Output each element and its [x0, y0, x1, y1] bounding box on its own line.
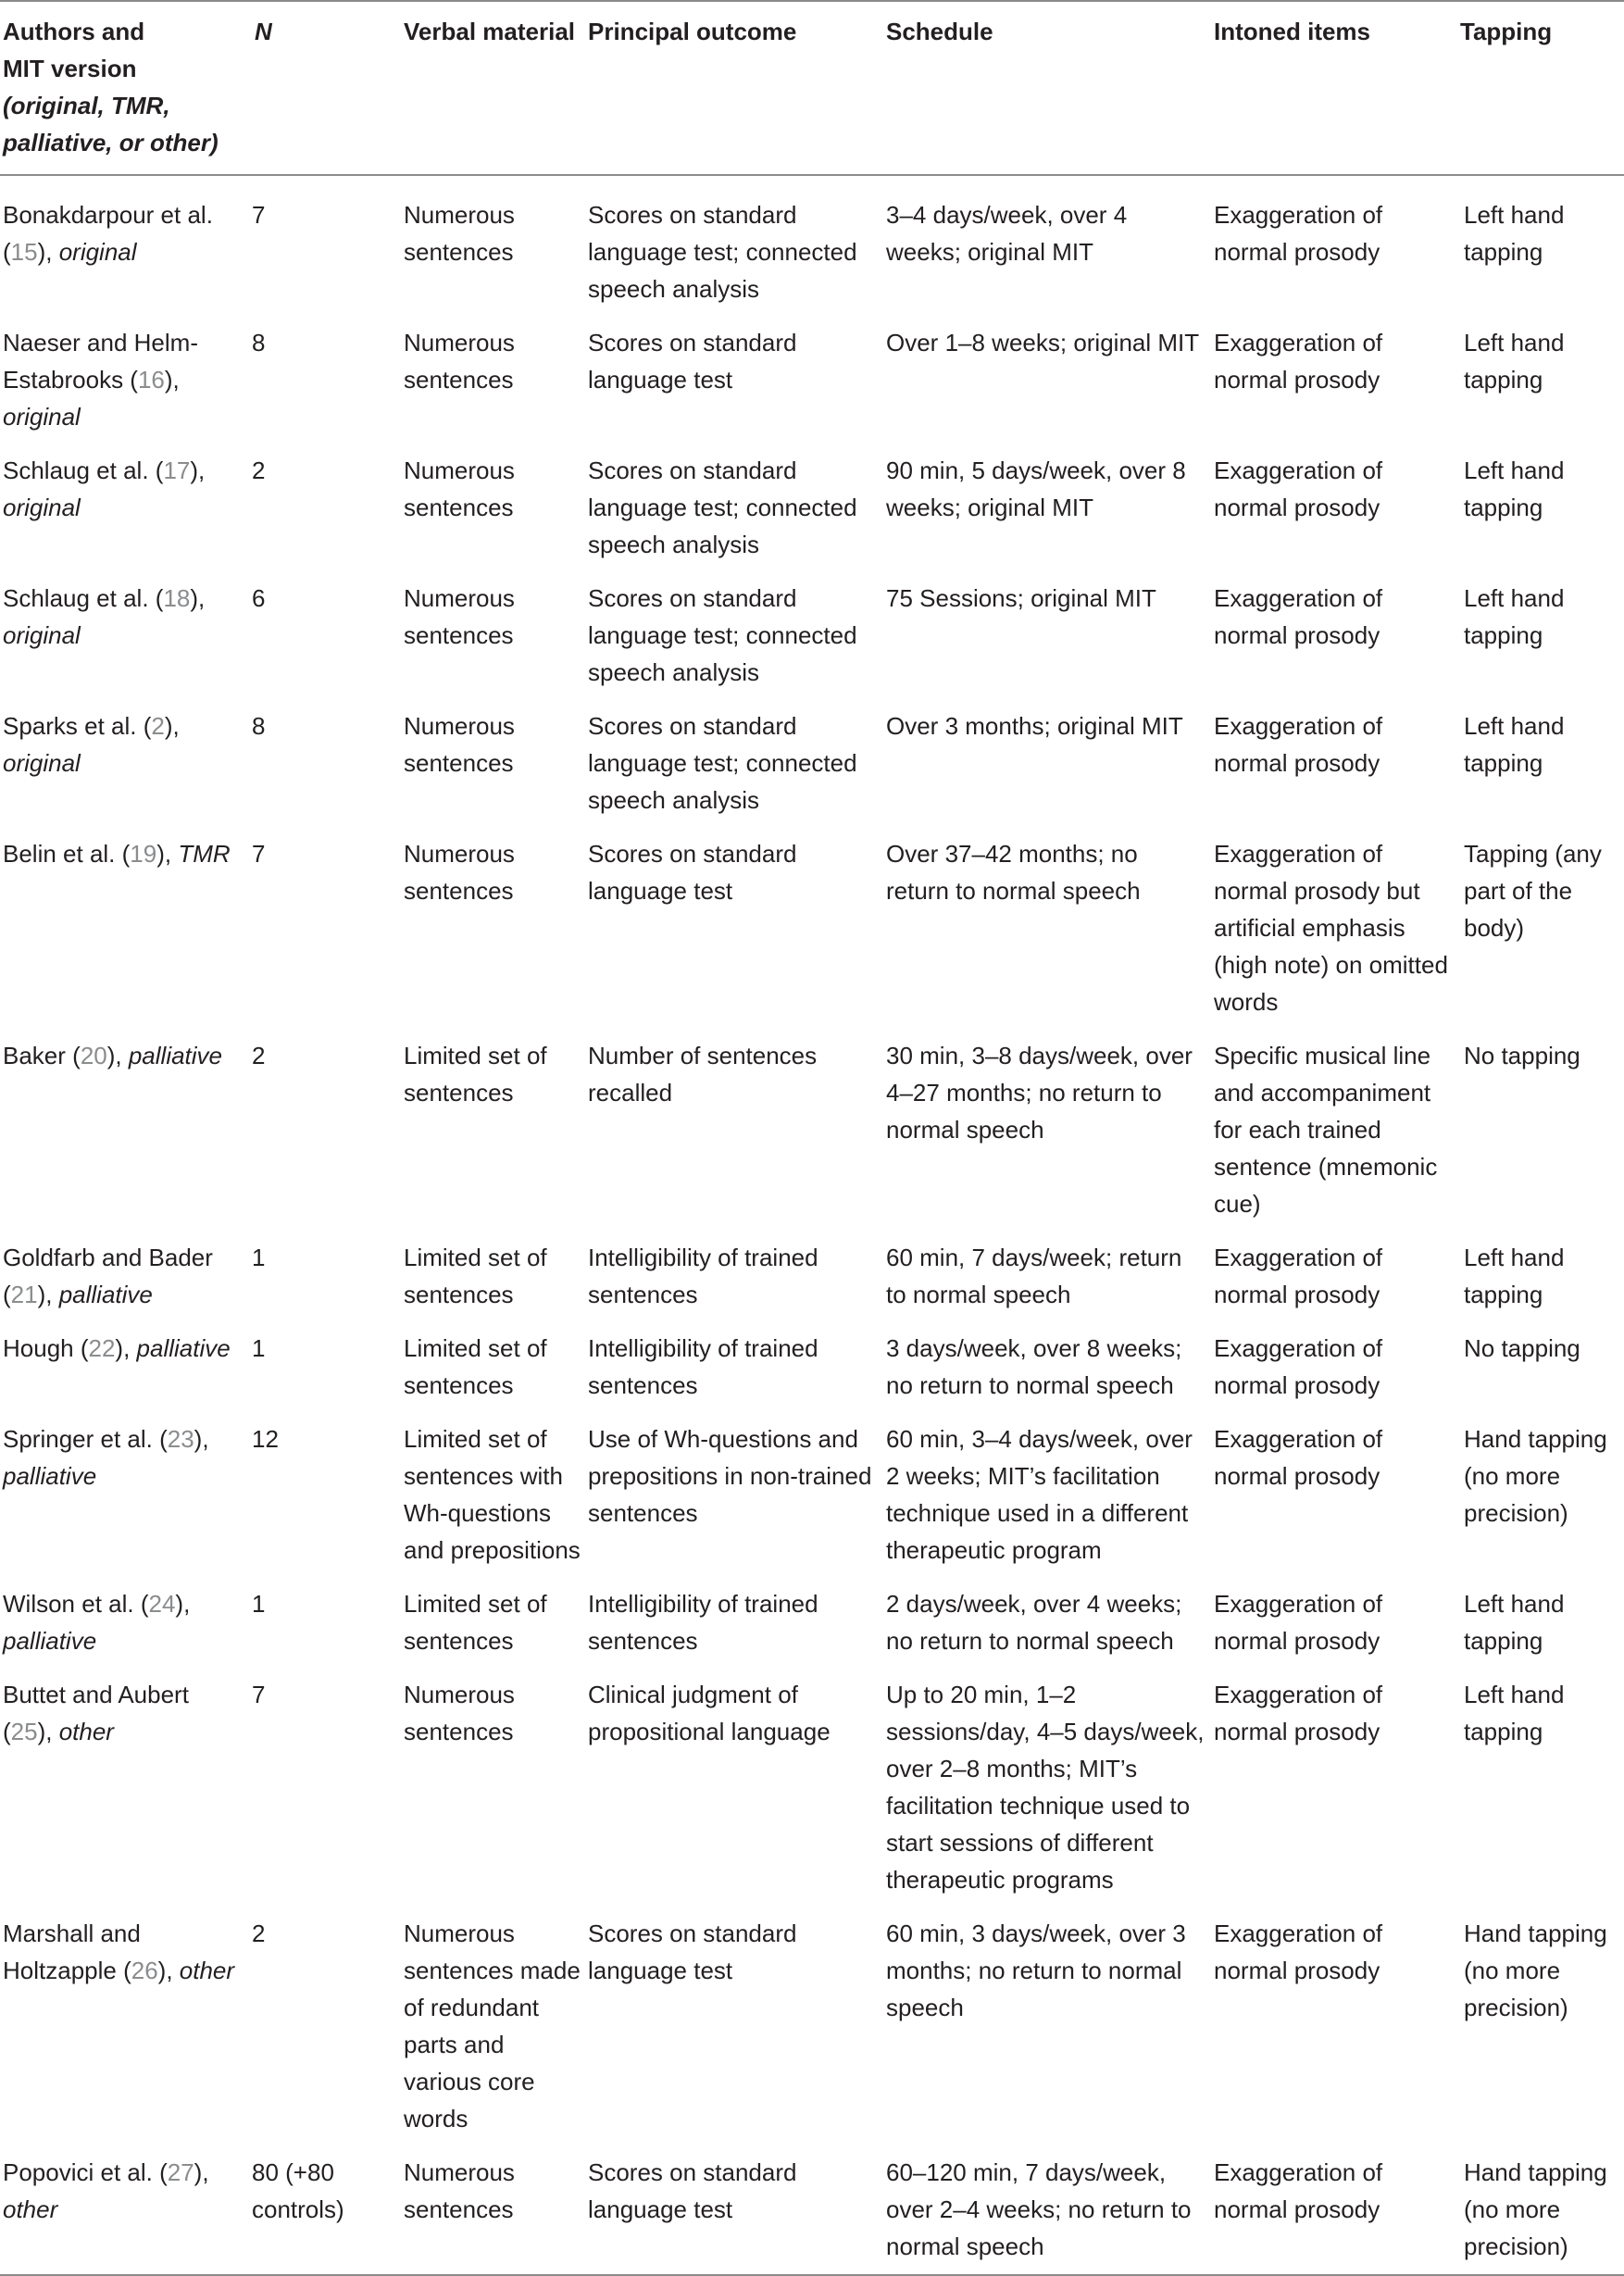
mit-version: palliative	[58, 1281, 153, 1308]
table-row	[0, 707, 1624, 835]
cell-principal-outcome: Scores on standard language test	[588, 1920, 797, 1984]
cell-author	[0, 1420, 247, 1585]
cell-intoned-items: Exaggeration of normal prosody	[1214, 1681, 1383, 1745]
reference-link[interactable]: 25	[10, 1718, 38, 1745]
cell-schedule: 75 Sessions; original MIT	[886, 584, 1156, 612]
cell-tapping: Hand tapping (no more precision)	[1459, 2154, 1624, 2275]
table-row	[0, 2154, 1624, 2275]
mit-version: palliative	[136, 1334, 231, 1362]
cell-verbal-material: Numerous sentences	[404, 584, 515, 649]
author-tail: ),	[115, 1334, 137, 1362]
reference-link[interactable]: 15	[10, 238, 38, 266]
mit-version: original	[3, 749, 81, 777]
cell-intoned-items: Exaggeration of normal prosody	[1214, 1425, 1383, 1490]
author-name: Hough (	[3, 1334, 89, 1362]
author-tail: ),	[37, 1718, 59, 1745]
cell-n: 1	[252, 1334, 266, 1362]
header-tapping: Tapping	[1459, 1, 1624, 175]
author-tail: ),	[175, 1590, 191, 1618]
mit-version: palliative	[128, 1042, 223, 1069]
cell-n: 8	[252, 329, 266, 356]
author-name: Sparks et al. (	[3, 712, 152, 740]
cell-n: 2	[252, 1042, 266, 1069]
cell-intoned-items: Exaggeration of normal prosody	[1214, 329, 1383, 394]
author-name: Baker (	[3, 1042, 81, 1069]
cell-author	[0, 2154, 247, 2275]
table-row	[0, 1420, 1624, 1585]
reference-link[interactable]: 27	[167, 2158, 194, 2186]
mit-version: other	[3, 2195, 58, 2223]
cell-schedule: Over 1–8 weeks; original MIT	[886, 329, 1200, 356]
header-intoned: Intoned items	[1214, 1, 1459, 175]
cell-author	[0, 835, 247, 1037]
cell-intoned-items: Exaggeration of normal prosody	[1214, 712, 1383, 777]
cell-schedule: 60 min, 7 days/week; return to normal speech	[886, 1244, 1182, 1308]
cell-n: 2	[252, 1920, 266, 1947]
author-name: Schlaug et al. (	[3, 456, 164, 484]
cell-principal-outcome: Scores on standard language test; connected speech analysis	[588, 584, 857, 686]
cell-tapping: Left hand tapping	[1464, 1244, 1565, 1308]
cell-author	[0, 1915, 247, 2154]
cell-n: 12	[252, 1425, 279, 1453]
cell-intoned-items: Exaggeration of normal prosody	[1214, 456, 1383, 521]
cell-schedule: 30 min, 3–8 days/week, over 4–27 months; no return to normal speech	[886, 1042, 1193, 1144]
reference-link[interactable]: 17	[163, 456, 191, 484]
cell-verbal-material: Limited set of sentences with Wh-questions and prepositions	[404, 1425, 581, 1564]
cell-verbal-material: Limited set of sentences	[404, 1042, 547, 1107]
cell-intoned-items: Exaggeration of normal prosody	[1214, 1920, 1383, 1984]
cell-author	[0, 1676, 247, 1915]
cell-n: 8	[252, 712, 266, 740]
cell-tapping: No tapping	[1464, 1042, 1580, 1069]
cell-verbal-material: Numerous sentences	[404, 840, 515, 905]
reference-link[interactable]: 24	[148, 1590, 176, 1618]
cell-verbal-material: Limited set of sentences	[404, 1334, 547, 1399]
cell-n: 7	[252, 840, 266, 868]
reference-link[interactable]: 16	[137, 366, 165, 394]
header-verbal: Verbal material	[372, 1, 588, 175]
cell-tapping: Left hand tapping	[1464, 1681, 1565, 1745]
cell-principal-outcome: Scores on standard language test; connected speech analysis	[588, 201, 857, 303]
cell-author	[0, 580, 247, 707]
cell-author	[0, 324, 247, 452]
reference-link[interactable]: 19	[130, 840, 157, 868]
cell-schedule: 3–4 days/week, over 4 weeks; original MIT	[886, 201, 1128, 266]
author-name: Belin et al. (	[3, 840, 131, 868]
table-row	[0, 1915, 1624, 2154]
author-tail: ),	[37, 238, 59, 266]
cell-intoned-items: Exaggeration of normal prosody	[1214, 1334, 1383, 1399]
reference-link[interactable]: 23	[167, 1425, 194, 1453]
cell-verbal-material: Numerous sentences	[404, 329, 515, 394]
header-n: N	[247, 1, 372, 175]
author-name: Popovici et al. (	[3, 2158, 168, 2186]
cell-tapping: Left hand tapping	[1464, 456, 1565, 521]
cell-author	[0, 1239, 247, 1330]
author-tail: ),	[37, 1281, 59, 1308]
cell-tapping: Left hand tapping	[1464, 584, 1565, 649]
header-outcome: Principal outcome	[588, 1, 886, 175]
table-row	[0, 1037, 1624, 1239]
cell-schedule: Over 37–42 months; no return to normal speech	[886, 840, 1141, 905]
author-tail: ),	[157, 1957, 180, 1984]
cell-tapping: Left hand tapping	[1464, 201, 1565, 266]
author-tail: ),	[190, 584, 206, 612]
mit-version: original	[3, 494, 81, 521]
cell-verbal-material: Numerous sentences	[372, 2154, 588, 2275]
reference-link[interactable]: 18	[163, 584, 191, 612]
author-tail: ),	[156, 840, 179, 868]
cell-tapping: No tapping	[1464, 1334, 1580, 1362]
cell-intoned-items: Exaggeration of normal prosody but artificial emphasis (high note) on omitted words	[1214, 840, 1448, 1016]
author-name: Marshall and Holtzapple (	[3, 1920, 141, 1984]
table-header-row	[0, 1, 1624, 175]
author-name: Springer et al. (	[3, 1425, 168, 1453]
cell-n: 2	[252, 456, 266, 484]
author-name: Schlaug et al. (	[3, 584, 164, 612]
cell-schedule: 60–120 min, 7 days/week, over 2–4 weeks; no return to normal speech	[886, 2154, 1214, 2275]
cell-n: 1	[252, 1590, 266, 1618]
cell-tapping: Tapping (any part of the body)	[1464, 840, 1602, 942]
cell-tapping: Left hand tapping	[1464, 1590, 1565, 1655]
cell-tapping: Hand tapping (no more precision)	[1464, 1425, 1607, 1527]
cell-n: 7	[252, 201, 266, 229]
cell-author	[0, 707, 247, 835]
cell-verbal-material: Numerous sentences	[404, 201, 515, 266]
cell-schedule: 60 min, 3–4 days/week, over 2 weeks; MIT’s facilitation technique used in a different therapeutic program	[886, 1425, 1193, 1564]
reference-link[interactable]: 22	[88, 1334, 116, 1362]
cell-n: 7	[252, 1681, 266, 1708]
mit-version: palliative	[3, 1627, 97, 1655]
author-name: Naeser and Helm-Estabrooks (	[3, 329, 198, 394]
cell-n: 6	[252, 584, 266, 612]
cell-tapping: Left hand tapping	[1464, 712, 1565, 777]
mit-version: original	[58, 238, 137, 266]
table-row	[0, 452, 1624, 580]
reference-link[interactable]: 20	[80, 1042, 107, 1069]
mit-version: original	[3, 621, 81, 649]
cell-principal-outcome: Scores on standard language test	[588, 329, 797, 394]
table-row	[0, 835, 1624, 1037]
author-tail: ),	[190, 456, 206, 484]
cell-schedule: 90 min, 5 days/week, over 8 weeks; original MIT	[886, 456, 1186, 521]
cell-principal-outcome: Intelligibility of trained sentences	[588, 1334, 818, 1399]
cell-principal-outcome: Intelligibility of trained sentences	[588, 1590, 818, 1655]
cell-principal-outcome: Scores on standard language test; connected speech analysis	[588, 456, 857, 558]
table-row	[0, 175, 1624, 324]
table-row	[0, 1239, 1624, 1330]
cell-verbal-material: Limited set of sentences	[404, 1590, 547, 1655]
cell-tapping: Hand tapping (no more precision)	[1464, 1920, 1607, 2021]
cell-verbal-material: Numerous sentences made of redundant parts and various core words	[404, 1920, 581, 2132]
author-name: Bonakdarpour et al. (	[3, 201, 213, 266]
cell-principal-outcome: Number of sentences recalled	[588, 1042, 818, 1107]
cell-tapping: Left hand tapping	[1464, 329, 1565, 394]
table-row	[0, 1676, 1624, 1915]
reference-link[interactable]: 21	[10, 1281, 38, 1308]
table-row	[0, 324, 1624, 452]
author-tail: ),	[106, 1042, 129, 1069]
author-name: Goldfarb and Bader (	[3, 1244, 213, 1308]
cell-principal-outcome: Scores on standard language test; connected speech analysis	[588, 712, 857, 814]
cell-principal-outcome: Scores on standard language test	[588, 840, 797, 905]
cell-schedule: 3 days/week, over 8 weeks; no return to normal speech	[886, 1334, 1182, 1399]
author-tail: ),	[164, 366, 180, 394]
author-tail: ),	[164, 712, 180, 740]
cell-author	[0, 1585, 247, 1676]
mit-version: other	[58, 1718, 114, 1745]
cell-principal-outcome: Clinical judgment of propositional language	[588, 1681, 831, 1745]
author-tail: ),	[194, 2158, 209, 2186]
cell-schedule: 2 days/week, over 4 weeks; no return to normal speech	[886, 1590, 1182, 1655]
table-row	[0, 1330, 1624, 1420]
reference-link[interactable]: 2	[151, 712, 165, 740]
cell-schedule: Up to 20 min, 1–2 sessions/day, 4–5 days/week, over 2–8 months; MIT’s facilitation technique used to start sessions of different therapeutic programs	[886, 1681, 1205, 1894]
cell-verbal-material: Numerous sentences	[404, 712, 515, 777]
cell-author	[0, 1330, 247, 1420]
cell-author	[0, 175, 247, 324]
mit-version: original	[3, 403, 81, 431]
cell-schedule: Over 3 months; original MIT	[886, 712, 1183, 740]
cell-schedule: 60 min, 3 days/week, over 3 months; no return to normal speech	[886, 1920, 1186, 2021]
cell-verbal-material: Limited set of sentences	[404, 1244, 547, 1308]
cell-verbal-material: Numerous sentences	[404, 1681, 515, 1745]
table-row	[0, 1585, 1624, 1676]
header-authors: Authors and MIT version (original, TMR, palliative, or other)	[0, 1, 247, 175]
author-tail: ),	[194, 1425, 209, 1453]
cell-intoned-items: Exaggeration of normal prosody	[1214, 2154, 1459, 2275]
mit-version: other	[179, 1957, 235, 1984]
mit-version: TMR	[178, 840, 231, 868]
cell-intoned-items: Exaggeration of normal prosody	[1214, 201, 1383, 266]
table-row	[0, 580, 1624, 707]
cell-author	[0, 1037, 247, 1239]
cell-author	[0, 452, 247, 580]
cell-principal-outcome: Use of Wh-questions and prepositions in non-trained sentences	[588, 1425, 872, 1527]
cell-principal-outcome: Intelligibility of trained sentences	[588, 1244, 818, 1308]
cell-principal-outcome: Scores on standard language test	[588, 2154, 886, 2275]
cell-intoned-items: Specific musical line and accompaniment for each trained sentence (mnemonic cue)	[1214, 1042, 1438, 1218]
reference-link[interactable]: 26	[131, 1957, 158, 1984]
header-schedule: Schedule	[886, 1, 1214, 175]
mit-version: palliative	[3, 1462, 97, 1490]
cell-intoned-items: Exaggeration of normal prosody	[1214, 1590, 1383, 1655]
cell-verbal-material: Numerous sentences	[404, 456, 515, 521]
cell-n: 80 (+80 controls)	[247, 2154, 372, 2275]
cell-intoned-items: Exaggeration of normal prosody	[1214, 1244, 1383, 1308]
cell-n: 1	[252, 1244, 266, 1271]
author-name: Buttet and Aubert (	[3, 1681, 189, 1745]
cell-intoned-items: Exaggeration of normal prosody	[1214, 584, 1383, 649]
author-name: Wilson et al. (	[3, 1590, 149, 1618]
